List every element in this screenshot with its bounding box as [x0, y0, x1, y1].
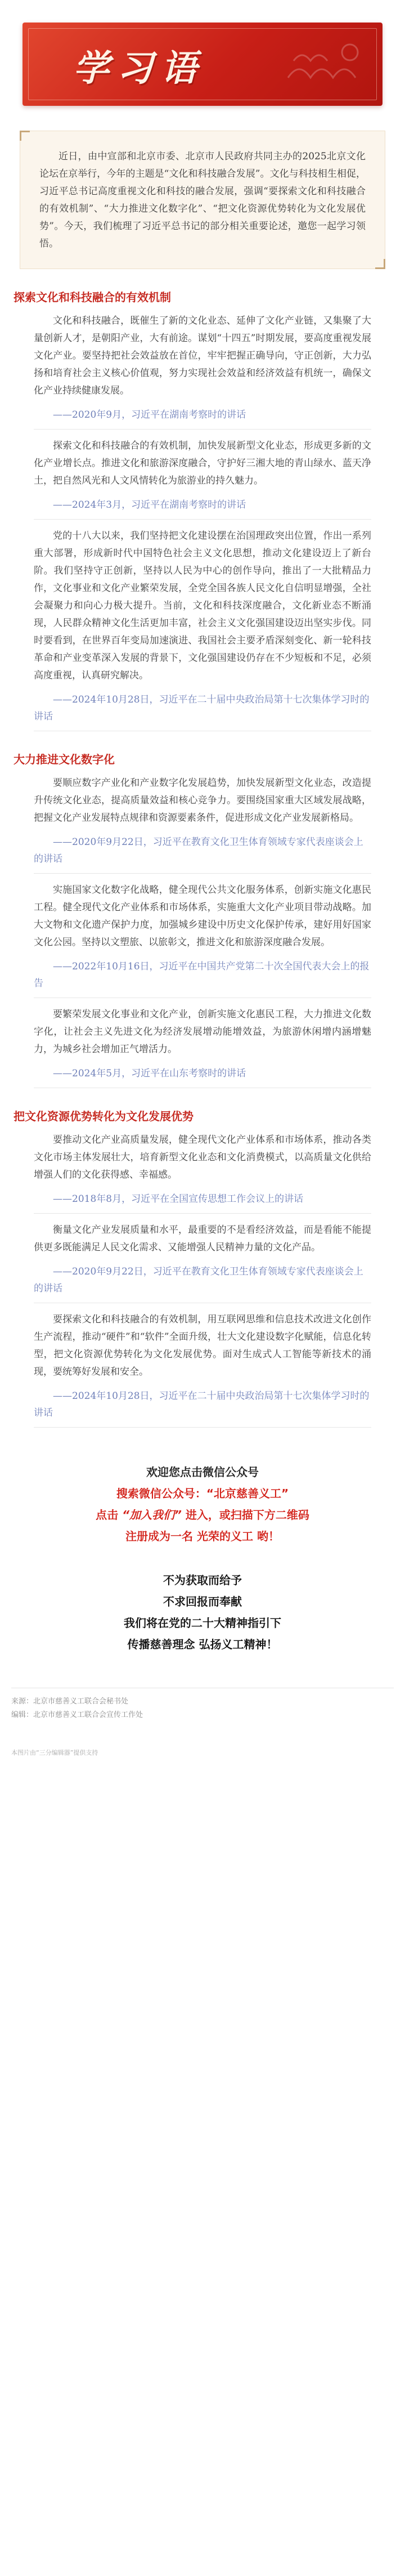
quote-paragraph: 要推动文化产业高质量发展，健全现代文化产业体系和市场体系，推动各类文化市场主体发展壮大，培育新型文化业态和文化消费模式，以高质量文化供给增强人们的文化获得感、幸福感。 [34, 1134, 371, 1180]
quote-source: ——2020年9月22日，习近平在教育文化卫生体育领域专家代表座谈会上的讲话 [34, 1266, 363, 1294]
quote-block [34, 437, 371, 490]
motto-line: 我们将在党的二十大精神指引下 [124, 1616, 281, 1630]
quote-block [34, 882, 371, 951]
quote-block [34, 527, 371, 685]
quote-source: ——2022年10月16日，习近平在中国共产党第二十次全国代表大会上的报告 [34, 961, 370, 989]
motto-line: 传播慈善理念 弘扬义工精神！ [127, 1638, 278, 1651]
motto-line: 不求回报而奉献 [163, 1595, 242, 1608]
quote-paragraph: 要探索文化和科技融合的有效机制，用互联网思维和信息技术改进文化创作生产流程，推动“硬件”和“软件”全面升级，壮大文化建设数字化赋能，信息化转型，把文化资源优势转化为文化发展优势。面对生成式人工智能等新技术的涌现，要统筹好发展和安全。 [34, 1314, 371, 1378]
quote-block [34, 1006, 371, 1058]
divider [34, 429, 371, 430]
divider [34, 519, 371, 520]
cloud-pattern-icon [282, 33, 372, 95]
quote-paragraph: 探索文化和科技融合的有效机制，加快发展新型文化业态，形成更多新的文化产业增长点。推进文化和旅游深度融合，守护好三湘大地的青山绿水、蓝天净土，把自然风光和人文风情转化为旅游业的持久魅力。 [34, 440, 371, 486]
quote-block [34, 775, 371, 827]
quote-source: ——2018年8月，习近平在全国宣传思想工作会议上的讲话 [53, 1193, 304, 1205]
credit-editor: 编辑：北京市慈善义工联合会宣传工作处 [11, 1711, 143, 1719]
quote-paragraph: 文化和科技融合，既催生了新的文化业态、延伸了文化产业链，又集聚了大量创新人才，是朝阳产业，大有前途。谋划“十四五”时期发展，要高度重视发展文化产业。要坚持把社会效益放在首位，牢牢把握正确导向，守正创新，大力弘扬和培育社会主义核心价值观，努力实现社会效益和经济效益有机统一，确保文化产业持续健康发展。 [34, 315, 371, 396]
quote-block [34, 1222, 371, 1256]
quote-paragraph: 实施国家文化数字化战略，健全现代公共文化服务体系，创新实施文化惠民工程。健全现代文化产业体系和市场体系，实施重大文化产业项目带动战略。加大文物和文化遗产保护力度，加强城乡建设中历史文化保护传承，建好用好国家文化公园。坚持以文塑旅、以旅彰文，推进文化和旅游深度融合发展。 [34, 884, 371, 948]
credits [11, 1688, 394, 1722]
section-title: 探索文化和科技融合的有效机制 [14, 290, 171, 304]
section-title: 大力推进文化数字化 [14, 753, 115, 766]
quote-paragraph: 党的十八大以来，我们坚持把文化建设摆在治国理政突出位置，作出一系列重大部署，形成新时代中国特色社会主义文化思想，推动文化建设迈上了新台阶。我们坚持守正创新，坚持以人民为中心的创作导向，推出了一大批精品力作，文化事业和文化产业繁荣发展，全党全国各族人民文化自信明显增强，全社会凝聚力和向心力极大提升。当前，文化和科技深度融合，文化新业态不断涌现，人民群众精神文化生活更加丰富，社会主义文化强国建设迈出坚实步伐。同时要看到，在世界百年变局加速演进、我国社会主要矛盾深刻变化、新一轮科技革命和产业变革深入发展的背景下，文化强国建设仍存在不少短板和不足，必须高度重视，认真研究解决。 [34, 530, 371, 681]
quote-source: ——2024年10月28日，习近平在二十届中央政治局第十七次集体学习时的讲话 [34, 1390, 370, 1419]
quote-source: ——2020年9月22日，习近平在教育文化卫生体育领域专家代表座谈会上的讲话 [34, 837, 363, 865]
corner-decoration [375, 259, 385, 269]
divider [34, 1427, 371, 1428]
credit-source: 来源：北京市慈善义工联合会秘书处 [11, 1697, 129, 1706]
quote-block [34, 1311, 371, 1381]
corner-decoration [20, 131, 30, 141]
intro-box [20, 131, 385, 269]
promo-line-2: 搜索微信公众号：“北京慈善义工” [116, 1487, 289, 1500]
sections-container [0, 288, 405, 1428]
quote-source: ——2020年9月，习近平在湖南考察时的讲话 [53, 409, 246, 421]
spacer [0, 1547, 405, 1569]
divider [34, 1213, 371, 1214]
quote-paragraph: 衡量文化产业发展质量和水平，最重要的不是看经济效益，而是看能不能提供更多既能满足人民文化需求、又能增强人民精神力量的文化产品。 [34, 1224, 371, 1253]
promo-line-3-suffix: 进入，或扫描下方二维码 [181, 1508, 309, 1522]
quote-block [34, 1132, 371, 1184]
promo-block [0, 1461, 405, 1655]
intro-text: 近日，由中宣部和北京市委、北京市人民政府共同主办的2025北京文化论坛在京举行，今年的主题是“文化和科技融合发展”。文化与科技相生相促，习近平总书记高度重视文化和科技的融合发展，强调“要探索文化和科技融合的有效机制”、“大力推进文化数字化”、“把文化资源优势转化为文化发展优势”。今天，我们梳理了习近平总书记的部分相关重要论述，邀您一起学习领悟。 [39, 151, 366, 249]
promo-line-3 [0, 1504, 405, 1526]
quote-paragraph: 要顺应数字产业化和产业数字化发展趋势，加快发展新型文化业态，改造提升传统文化业态，提高质量效益和核心竞争力。要围绕国家重大区域发展战略，把握文化产业发展特点规律和资源要素条件，促进形成文化产业发展新格局。 [34, 777, 371, 824]
editor-attribution: 本图片由“三分编辑器”提供支持 [11, 1749, 98, 1756]
promo-line-4: 注册成为一名 光荣的义工 哟！ [125, 1530, 280, 1543]
quote-source: ——2024年3月，习近平在湖南考察时的讲话 [53, 499, 246, 511]
promo-line-1: 欢迎您点击微信公众号 [146, 1465, 259, 1479]
promo-line-3-prefix: 点击 [96, 1508, 123, 1522]
join-us-link[interactable]: “加入我们” [122, 1508, 182, 1522]
quote-source: ——2024年10月28日，习近平在二十届中央政治局第十七次集体学习时的讲话 [34, 694, 370, 722]
quote-source: ——2024年5月，习近平在山东考察时的讲话 [53, 1068, 246, 1079]
banner-title: 学习语 [73, 47, 205, 90]
divider [34, 873, 371, 874]
motto-line: 不为获取而给予 [163, 1573, 242, 1587]
header-banner [22, 23, 382, 106]
section-title: 把文化资源优势转化为文化发展优势 [14, 1110, 194, 1123]
quote-block [34, 312, 371, 400]
quote-paragraph: 要繁荣发展文化事业和文化产业，创新实施文化惠民工程，大力推进文化数字化，让社会主义先进文化为经济发展增动能增效益，为旅游休闲增内涵增魅力，为城乡社会增加正气增活力。 [34, 1009, 371, 1055]
